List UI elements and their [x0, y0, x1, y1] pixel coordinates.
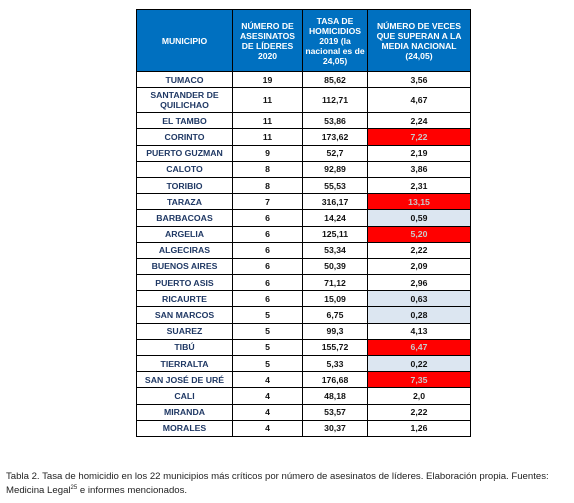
cell-tasa: 14,24 — [303, 210, 368, 226]
cell-municipio: TIBÚ — [137, 339, 233, 355]
cell-municipio: CALOTO — [137, 161, 233, 177]
cell-municipio: BARBACOAS — [137, 210, 233, 226]
cell-veces: 13,15 — [368, 194, 471, 210]
header-row — [137, 10, 471, 72]
cell-municipio: SAN MARCOS — [137, 307, 233, 323]
cell-veces: 3,86 — [368, 161, 471, 177]
cell-tasa: 48,18 — [303, 388, 368, 404]
cell-veces: 5,20 — [368, 226, 471, 242]
cell-tasa: 173,62 — [303, 129, 368, 145]
table-body — [137, 72, 471, 437]
table-row — [137, 291, 471, 307]
cell-tasa: 55,53 — [303, 177, 368, 193]
cell-municipio: CALI — [137, 388, 233, 404]
table-row — [137, 161, 471, 177]
cell-veces: 0,63 — [368, 291, 471, 307]
table-row — [137, 307, 471, 323]
cell-tasa: 85,62 — [303, 72, 368, 88]
cell-veces: 1,26 — [368, 420, 471, 436]
cell-veces: 3,56 — [368, 72, 471, 88]
cell-veces: 0,28 — [368, 307, 471, 323]
table-row — [137, 388, 471, 404]
caption-footnote-ref: 25 — [70, 484, 78, 491]
cell-tasa: 52,7 — [303, 145, 368, 161]
cell-tasa: 316,17 — [303, 194, 368, 210]
cell-tasa: 30,37 — [303, 420, 368, 436]
cell-tasa: 5,33 — [303, 356, 368, 372]
homicide-table — [136, 9, 471, 437]
header-veces: NÚMERO DE VECES QUE SUPERAN A LA MEDIA NACIONAL (24,05) — [368, 10, 471, 72]
cell-veces: 7,22 — [368, 129, 471, 145]
cell-veces: 7,35 — [368, 372, 471, 388]
cell-tasa: 15,09 — [303, 291, 368, 307]
cell-municipio: BUENOS AIRES — [137, 258, 233, 274]
table-row — [137, 129, 471, 145]
cell-tasa: 53,34 — [303, 242, 368, 258]
cell-municipio: ARGELIA — [137, 226, 233, 242]
cell-municipio: SANTANDER DE QUILICHAO — [137, 88, 233, 113]
cell-asesinatos: 6 — [233, 226, 303, 242]
cell-tasa: 125,11 — [303, 226, 368, 242]
cell-tasa: 112,71 — [303, 88, 368, 113]
cell-municipio: TUMACO — [137, 72, 233, 88]
caption-text: Tabla 2. Tasa de homicidio en los 22 municipios más críticos por número de asesinatos de líderes. Elaboración propia. Fuentes: Medicina Legal — [6, 471, 549, 496]
cell-veces: 0,59 — [368, 210, 471, 226]
cell-municipio: SAN JOSÉ DE URÉ — [137, 372, 233, 388]
cell-asesinatos: 6 — [233, 242, 303, 258]
cell-asesinatos: 19 — [233, 72, 303, 88]
cell-municipio: TIERRALTA — [137, 356, 233, 372]
cell-asesinatos: 5 — [233, 339, 303, 355]
cell-asesinatos: 9 — [233, 145, 303, 161]
table-row — [137, 356, 471, 372]
table-row — [137, 113, 471, 129]
table-caption — [6, 471, 572, 496]
cell-veces: 2,31 — [368, 177, 471, 193]
cell-veces: 2,19 — [368, 145, 471, 161]
cell-asesinatos: 5 — [233, 307, 303, 323]
cell-municipio: SUAREZ — [137, 323, 233, 339]
cell-veces: 2,24 — [368, 113, 471, 129]
cell-municipio: PUERTO ASIS — [137, 275, 233, 291]
table-row — [137, 275, 471, 291]
header-municipio: MUNICIPIO — [137, 10, 233, 72]
cell-veces: 2,0 — [368, 388, 471, 404]
table-row — [137, 177, 471, 193]
cell-asesinatos: 11 — [233, 129, 303, 145]
cell-asesinatos: 4 — [233, 372, 303, 388]
table-row — [137, 339, 471, 355]
cell-asesinatos: 4 — [233, 420, 303, 436]
table-row — [137, 258, 471, 274]
table-container — [136, 9, 470, 437]
cell-municipio: PUERTO GUZMAN — [137, 145, 233, 161]
table-row — [137, 88, 471, 113]
cell-veces: 2,22 — [368, 404, 471, 420]
cell-asesinatos: 6 — [233, 258, 303, 274]
cell-asesinatos: 11 — [233, 113, 303, 129]
cell-asesinatos: 6 — [233, 291, 303, 307]
cell-asesinatos: 6 — [233, 210, 303, 226]
table-row — [137, 420, 471, 436]
cell-municipio: CORINTO — [137, 129, 233, 145]
cell-municipio: RICAURTE — [137, 291, 233, 307]
cell-veces: 4,13 — [368, 323, 471, 339]
cell-tasa: 50,39 — [303, 258, 368, 274]
cell-veces: 4,67 — [368, 88, 471, 113]
table-row — [137, 323, 471, 339]
cell-veces: 2,22 — [368, 242, 471, 258]
header-asesinatos: NÚMERO DE ASESINATOS DE LÍDERES 2020 — [233, 10, 303, 72]
cell-asesinatos: 11 — [233, 88, 303, 113]
cell-tasa: 155,72 — [303, 339, 368, 355]
cell-municipio: TARAZA — [137, 194, 233, 210]
cell-asesinatos: 5 — [233, 356, 303, 372]
table-row — [137, 242, 471, 258]
cell-veces: 2,09 — [368, 258, 471, 274]
cell-asesinatos: 6 — [233, 275, 303, 291]
cell-veces: 6,47 — [368, 339, 471, 355]
cell-asesinatos: 4 — [233, 404, 303, 420]
cell-asesinatos: 7 — [233, 194, 303, 210]
cell-tasa: 92,89 — [303, 161, 368, 177]
cell-tasa: 6,75 — [303, 307, 368, 323]
cell-asesinatos: 8 — [233, 161, 303, 177]
caption-text-end: e informes mencionados. — [77, 484, 188, 496]
table-row — [137, 194, 471, 210]
header-tasa: TASA DE HOMICIDIOS 2019 (la nacional es de 24,05) — [303, 10, 368, 72]
cell-municipio: MIRANDA — [137, 404, 233, 420]
table-row — [137, 145, 471, 161]
cell-municipio: EL TAMBO — [137, 113, 233, 129]
cell-municipio: MORALES — [137, 420, 233, 436]
cell-asesinatos: 5 — [233, 323, 303, 339]
cell-veces: 2,96 — [368, 275, 471, 291]
cell-tasa: 53,57 — [303, 404, 368, 420]
table-row — [137, 210, 471, 226]
cell-municipio: TORIBIO — [137, 177, 233, 193]
cell-tasa: 176,68 — [303, 372, 368, 388]
cell-asesinatos: 4 — [233, 388, 303, 404]
cell-tasa: 71,12 — [303, 275, 368, 291]
table-row — [137, 226, 471, 242]
cell-tasa: 99,3 — [303, 323, 368, 339]
table-row — [137, 372, 471, 388]
table-row — [137, 404, 471, 420]
cell-tasa: 53,86 — [303, 113, 368, 129]
cell-asesinatos: 8 — [233, 177, 303, 193]
cell-municipio: ALGECIRAS — [137, 242, 233, 258]
cell-veces: 0,22 — [368, 356, 471, 372]
table-row — [137, 72, 471, 88]
